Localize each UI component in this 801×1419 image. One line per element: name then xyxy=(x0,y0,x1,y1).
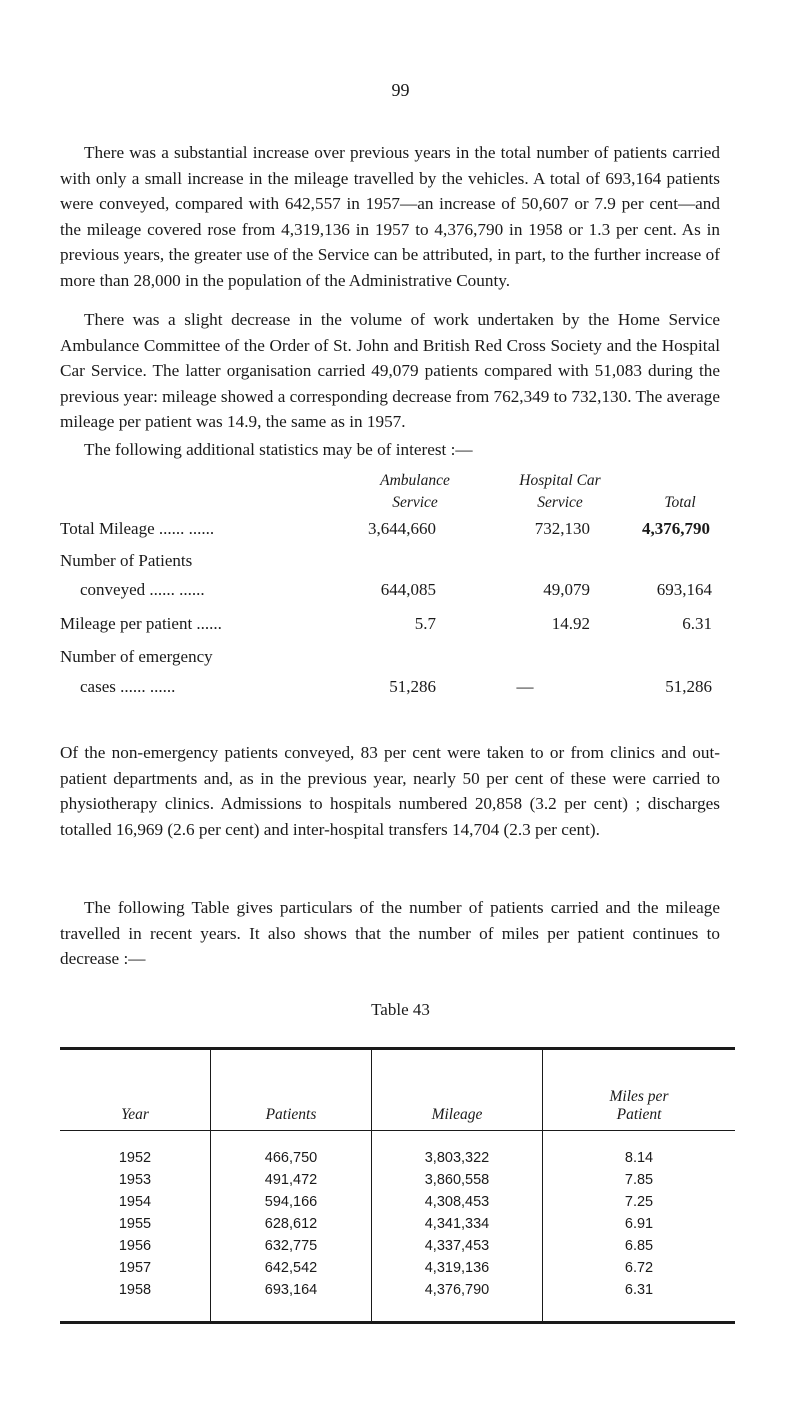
cell-miles-per-patient: 7.25 xyxy=(543,1191,736,1213)
cell-mileage: 4,376,790 xyxy=(372,1279,543,1323)
stat-hospital-mileage-per-patient: 14.92 xyxy=(551,614,590,633)
cell-patients: 466,750 xyxy=(211,1131,372,1170)
header-hospital-car-service: Hospital Car Service xyxy=(519,472,601,511)
table-title: Table 43 xyxy=(371,1000,430,1019)
cell-miles-per-patient: 6.91 xyxy=(543,1213,736,1235)
column-header-year: Year xyxy=(60,1049,211,1131)
cell-year: 1954 xyxy=(118,1194,152,1210)
cell-miles-per-patient: 7.85 xyxy=(543,1169,736,1191)
cell-year: 1955 xyxy=(118,1216,152,1232)
cell-year: 1952 xyxy=(118,1150,152,1166)
cell-patients: 693,164 xyxy=(211,1279,372,1323)
cell-year: 1956 xyxy=(118,1238,152,1254)
stat-hospital-total-mileage: 732,130 xyxy=(534,519,590,538)
patients-mileage-table xyxy=(60,1047,735,1324)
cell-miles-per-patient: 8.14 xyxy=(543,1131,736,1170)
cell-year: 1957 xyxy=(118,1260,152,1276)
cell-miles-per-patient: 6.31 xyxy=(543,1279,736,1323)
page-number: 99 xyxy=(391,80,410,100)
cell-mileage: 3,803,322 xyxy=(372,1131,543,1170)
cell-patients: 491,472 xyxy=(211,1169,372,1191)
paragraph-patient-increase: There was a substantial increase over previous years in the total number of patients carried with only a small increase in the mileage travelled by the vehicles. A total of 693,164 patients were conveyed, compared with 642,557 in 1957—an increase of 50,607 or 7.9 per cent—and the mileage covered rose from 4,319,136 in 1957 to 4,376,790 in 1958 or 1.3 per cent. As in previous years, the greater use of the Service can be attributed, in part, to the further increase of more than 28,000 in the population of the Administrative County. xyxy=(60,143,720,290)
stat-ambulance-total-mileage: 3,644,660 xyxy=(368,519,436,538)
table-row xyxy=(60,1235,735,1257)
stat-ambulance-emergency: 51,286 xyxy=(389,677,436,696)
cell-patients: 632,775 xyxy=(211,1235,372,1257)
table-row xyxy=(60,1279,735,1323)
table-row xyxy=(60,1131,735,1170)
table-row xyxy=(60,1169,735,1191)
paragraph-non-emergency: Of the non-emergency patients conveyed, 83 per cent were taken to or from clinics and out-patient departments and, as in the previous year, nearly 50 per cent of these were carried to physiotherapy clinics. Admissions to hospitals numbered 20,858 (3.2 per cent) ; discharges totalled 16,969 (2.6 per cent) and inter-hospital transfers 14,704 (2.3 per cent). xyxy=(60,743,720,839)
cell-year: 1958 xyxy=(118,1282,152,1298)
stat-label-emergency-2: cases ...... ...... xyxy=(80,677,176,696)
header-total: Total xyxy=(664,494,696,511)
stat-hospital-emergency: — xyxy=(516,677,534,696)
stat-ambulance-patients: 644,085 xyxy=(380,580,436,599)
paragraph-statistics-intro: The following additional statistics may be of interest :— xyxy=(84,440,473,459)
stat-label-total-mileage: Total Mileage ...... ...... xyxy=(60,519,215,538)
stat-label-patients-1: Number of Patients xyxy=(60,551,193,570)
column-header-miles-per-patient: Miles per Patient xyxy=(543,1049,736,1131)
stat-total-mileage-per-patient: 6.31 xyxy=(682,614,712,633)
cell-patients: 642,542 xyxy=(211,1257,372,1279)
header-ambulance-service: Ambulance Service xyxy=(380,472,450,511)
stat-label-emergency-1: Number of emergency xyxy=(60,647,213,666)
table-row xyxy=(60,1191,735,1213)
stat-label-mileage-per-patient: Mileage per patient ...... xyxy=(60,614,222,633)
stat-ambulance-mileage-per-patient: 5.7 xyxy=(414,614,436,633)
stat-total-mileage: 4,376,790 xyxy=(642,519,710,538)
table-row xyxy=(60,1257,735,1279)
cell-mileage: 4,308,453 xyxy=(372,1191,543,1213)
cell-mileage: 4,337,453 xyxy=(372,1235,543,1257)
paragraph-table-intro: The following Table gives particulars of the number of patients carried and the mileage travelled in recent years. It also shows that the number of miles per patient continues to decrease :— xyxy=(60,898,720,969)
stat-total-emergency: 51,286 xyxy=(665,677,712,696)
cell-miles-per-patient: 6.85 xyxy=(543,1235,736,1257)
cell-year: 1953 xyxy=(118,1172,152,1188)
cell-mileage: 4,341,334 xyxy=(372,1213,543,1235)
stat-hospital-patients: 49,079 xyxy=(543,580,590,599)
cell-patients: 628,612 xyxy=(211,1213,372,1235)
cell-patients: 594,166 xyxy=(211,1191,372,1213)
column-header-patients: Patients xyxy=(211,1049,372,1131)
paragraph-hospital-car-service: There was a slight decrease in the volume of work undertaken by the Home Service Ambulance Committee of the Order of St. John and British Red Cross Society and the Hospital Car Service. The latter organisation carried 49,079 patients compared with 51,083 during the previous year: mileage showed a corresponding decrease from 762,349 to 732,130. The average mileage per patient was 14.9, the same as in 1957. xyxy=(60,310,720,432)
table-row xyxy=(60,1213,735,1235)
stat-label-patients-2: conveyed ...... ...... xyxy=(80,580,205,599)
cell-miles-per-patient: 6.72 xyxy=(543,1257,736,1279)
cell-mileage: 4,319,136 xyxy=(372,1257,543,1279)
stat-total-patients: 693,164 xyxy=(656,580,712,599)
column-header-mileage: Mileage xyxy=(372,1049,543,1131)
cell-mileage: 3,860,558 xyxy=(372,1169,543,1191)
